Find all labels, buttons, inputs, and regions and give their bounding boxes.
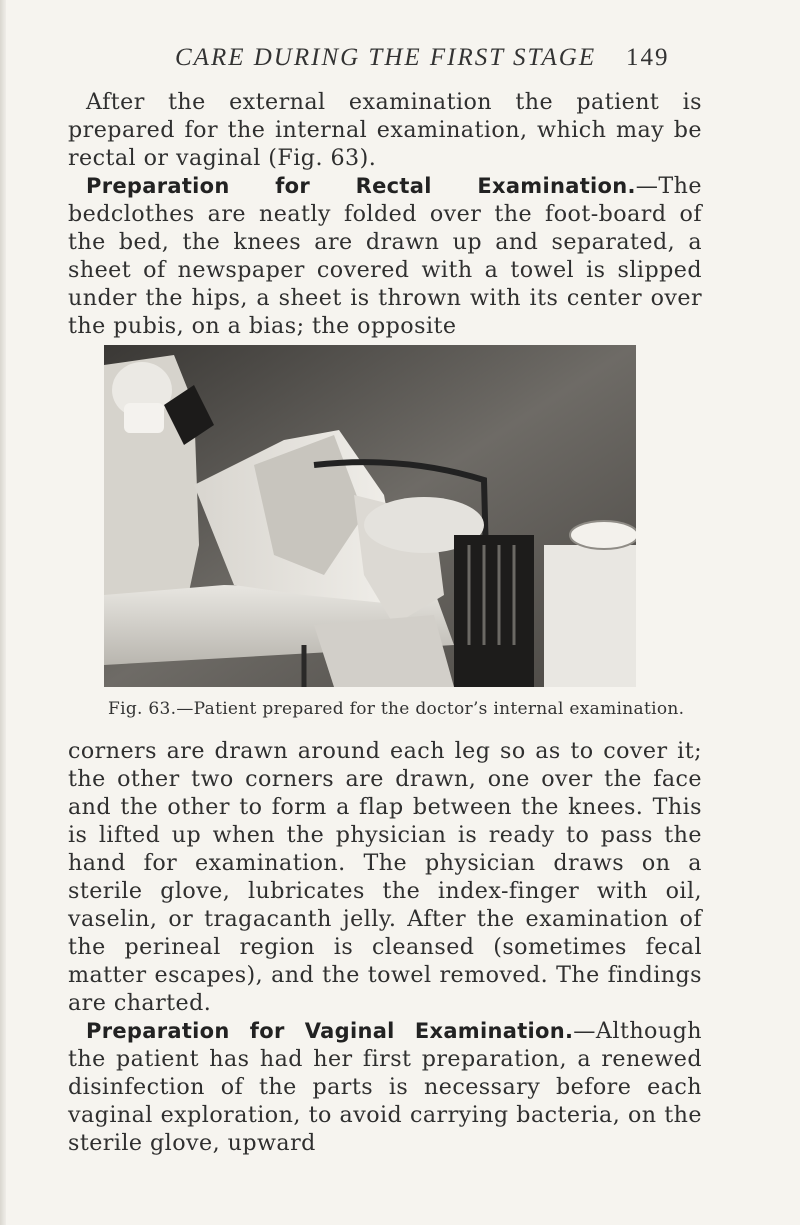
running-head: [0, 40, 800, 80]
binding-edge: [0, 0, 6, 1225]
section-heading-vaginal: Preparation for Vaginal Examination.: [86, 1019, 574, 1043]
paragraph-rectal-continued: corners are drawn around each leg so as to cover it; the other two corners are drawn, one over the face and the other to form a flap between the knees. This is lifted up when the physician is ready to pass the hand for examination. The physician draws on a sterile glove, lubricates the index-finger with oil, vaselin, or tragacanth jelly. After the examination of the perineal region is cleansed (sometimes fecal matter escapes), and the towel removed. The findings are charted.: [68, 738, 702, 1016]
figure-caption: Fig. 63.—Patient prepared for the doctor’s internal examination.: [108, 699, 685, 719]
paragraph-vaginal-text: —Although the patient has had her first preparation, a renewed disinfection of the parts is necessary before each vaginal exploration, to avoid carrying bacteria, on the sterile glove, upward: [68, 1018, 702, 1156]
section-heading-rectal: Preparation for Rectal Examination.: [86, 174, 636, 198]
body-text-top: [68, 88, 702, 340]
running-title: CARE DURING THE FIRST STAGE: [175, 44, 597, 71]
photograph-illustration: [104, 345, 636, 687]
paragraph-intro: After the external examination the patient is prepared for the internal examination, which may be rectal or vaginal (Fig. 63).: [68, 89, 702, 171]
paragraph-vaginal: [68, 1017, 702, 1157]
paragraph-rectal-text: —The bedclothes are neatly folded over the foot-board of the bed, the knees are drawn up and separated, a sheet of newspaper covered with a towel is slipped under the hips, a sheet is thrown with its center over the pubis, on a bias; the opposite: [68, 173, 702, 339]
page-number: 149: [626, 44, 670, 71]
paragraph-rectal: [68, 172, 702, 340]
figure-63-photograph: [104, 345, 636, 687]
body-text-bottom: [68, 737, 702, 1157]
